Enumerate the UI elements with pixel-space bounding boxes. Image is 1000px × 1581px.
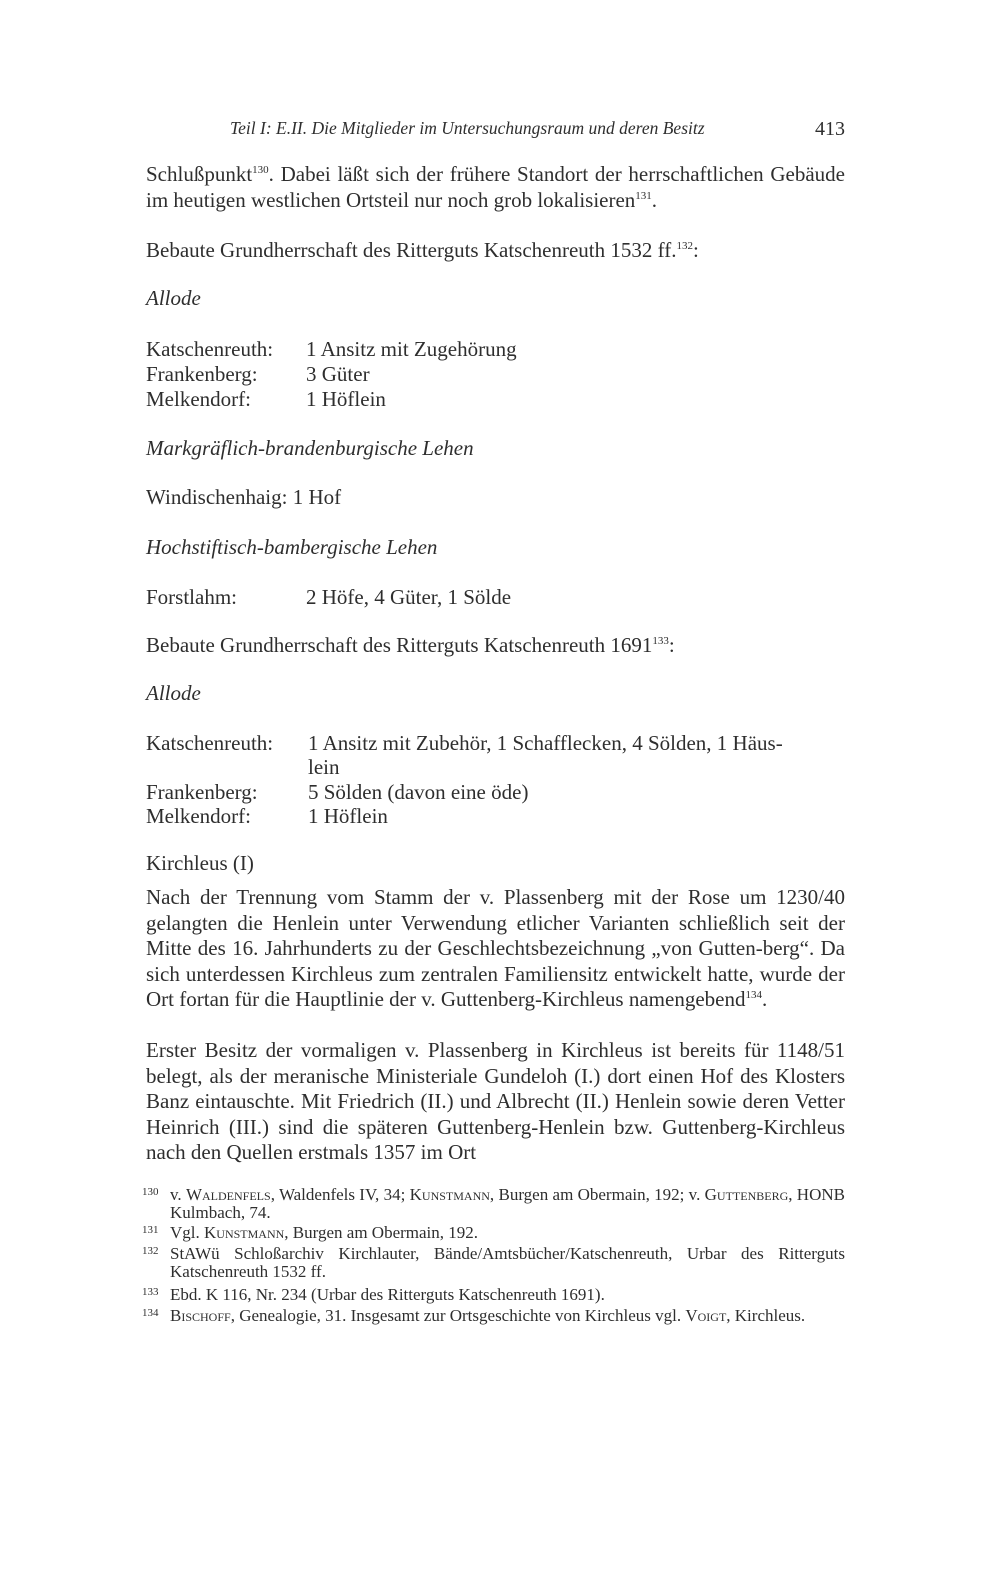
footnote: 130 v. Waldenfels, Waldenfels IV, 34; Kunstmann, Burgen am Obermain, 192; v. Guttenberg, HONB Kulmbach, 74. xyxy=(142,1185,845,1222)
footnote: 131 Vgl. Kunstmann, Burgen am Obermain, 192. xyxy=(142,1223,479,1242)
footnote-ref[interactable]: 130 xyxy=(252,164,269,176)
footnote-ref[interactable]: 132 xyxy=(676,240,693,252)
kirchleus-paragraph-2: Erster Besitz der vormaligen v. Plassenberg in Kirchleus ist bereits für 1148/51 belegt, als der meranische Ministeriale Gundeloh (I.) dort einen Hof des Klosters Banz eintauschte. Mit Friedrich (II.) und Albrecht (II.) Henlein sowie deren Vetter Heinrich (III.) sind die späteren Guttenberg-Henlein bzw. Guttenberg-Kirchleus nach den Quellen erstmals 1357 im Ort xyxy=(146,1038,845,1164)
allode-row: Katschenreuth: 1 Ansitz mit Zubehör, 1 Schafflecken, 4 Sölden, 1 Häus- xyxy=(146,731,783,755)
allode-label-1691: Allode xyxy=(146,681,201,705)
allode-row: Melkendorf: 1 Höflein xyxy=(146,804,388,828)
hochstift-row: Forstlahm: 2 Höfe, 4 Güter, 1 Sölde xyxy=(146,585,512,609)
footnote-ref[interactable]: 133 xyxy=(652,635,669,647)
page-number: 413 xyxy=(815,118,845,140)
allode-row-continuation: lein xyxy=(308,755,340,779)
allode-row: Katschenreuth: 1 Ansitz mit Zugehörung xyxy=(146,337,517,361)
running-head xyxy=(230,118,845,139)
markgraf-row: Windischenhaig: 1 Hof xyxy=(146,485,342,509)
kirchleus-heading: Kirchleus (I) xyxy=(146,851,254,875)
kirchleus-paragraph-1: Nach der Trennung vom Stamm der v. Plassenberg mit der Rose um 1230/40 gelangten die Henlein unter Verwendung etlicher Varianten schließlich seit der Mitte des 16. Jahrhunderts zu der Geschlechtsbezeichnung „von Gutten-berg“. Da sich unterdessen Kirchleus zum zentralen Familiensitz entwickelt hatte, wurde der Ort fortan für die Hauptlinie der v. Guttenberg-Kirchleus namengebend$^{134}$. xyxy=(146,885,845,1011)
footnote-ref[interactable]: 131 xyxy=(635,189,652,202)
hochstift-label: Hochstiftisch-bambergische Lehen xyxy=(146,535,438,559)
allode-row: Melkendorf: 1 Höflein xyxy=(146,387,386,411)
allode-row: Frankenberg: 3 Güter xyxy=(146,362,370,386)
allode-label-1532: Allode xyxy=(146,286,201,310)
section-heading-1691: Bebaute Grundherrschaft des Ritterguts Katschenreuth 1691$^{133}$: xyxy=(146,633,675,657)
footnote: 134 Bischoff, Genealogie, 31. Insgesamt zur Ortsgeschichte von Kirchleus vgl. Voigt, Kirchleus. xyxy=(142,1306,806,1325)
footnote: 132 StAWü Schloßarchiv Kirchlauter, Bände/Amtsbücher/Katschenreuth, Urbar des Ritterguts Katschenreuth 1532 ff. xyxy=(142,1244,845,1281)
footnote: 133 Ebd. K 116, Nr. 234 (Urbar des Ritterguts Katschenreuth 1691). xyxy=(142,1285,605,1304)
markgraf-label: Markgräflich-brandenburgische Lehen xyxy=(146,436,474,460)
intro-paragraph: Schlußpunkt$^{130}$. Dabei läßt sich der frühere Standort der herrschaftlichen Gebäude im heutigen westlichen Ortsteil nur noch grob lokalisieren$^{131}$. xyxy=(146,162,845,212)
footnote-ref[interactable]: 134 xyxy=(745,989,762,1001)
running-title: Teil I: E.II. Die Mitglieder im Untersuchungsraum und deren Besitz xyxy=(230,118,705,138)
allode-row: Frankenberg: 5 Sölden (davon eine öde) xyxy=(146,780,529,804)
section-heading-1532: Bebaute Grundherrschaft des Ritterguts Katschenreuth 1532 ff.$^{132}$: xyxy=(146,238,699,262)
